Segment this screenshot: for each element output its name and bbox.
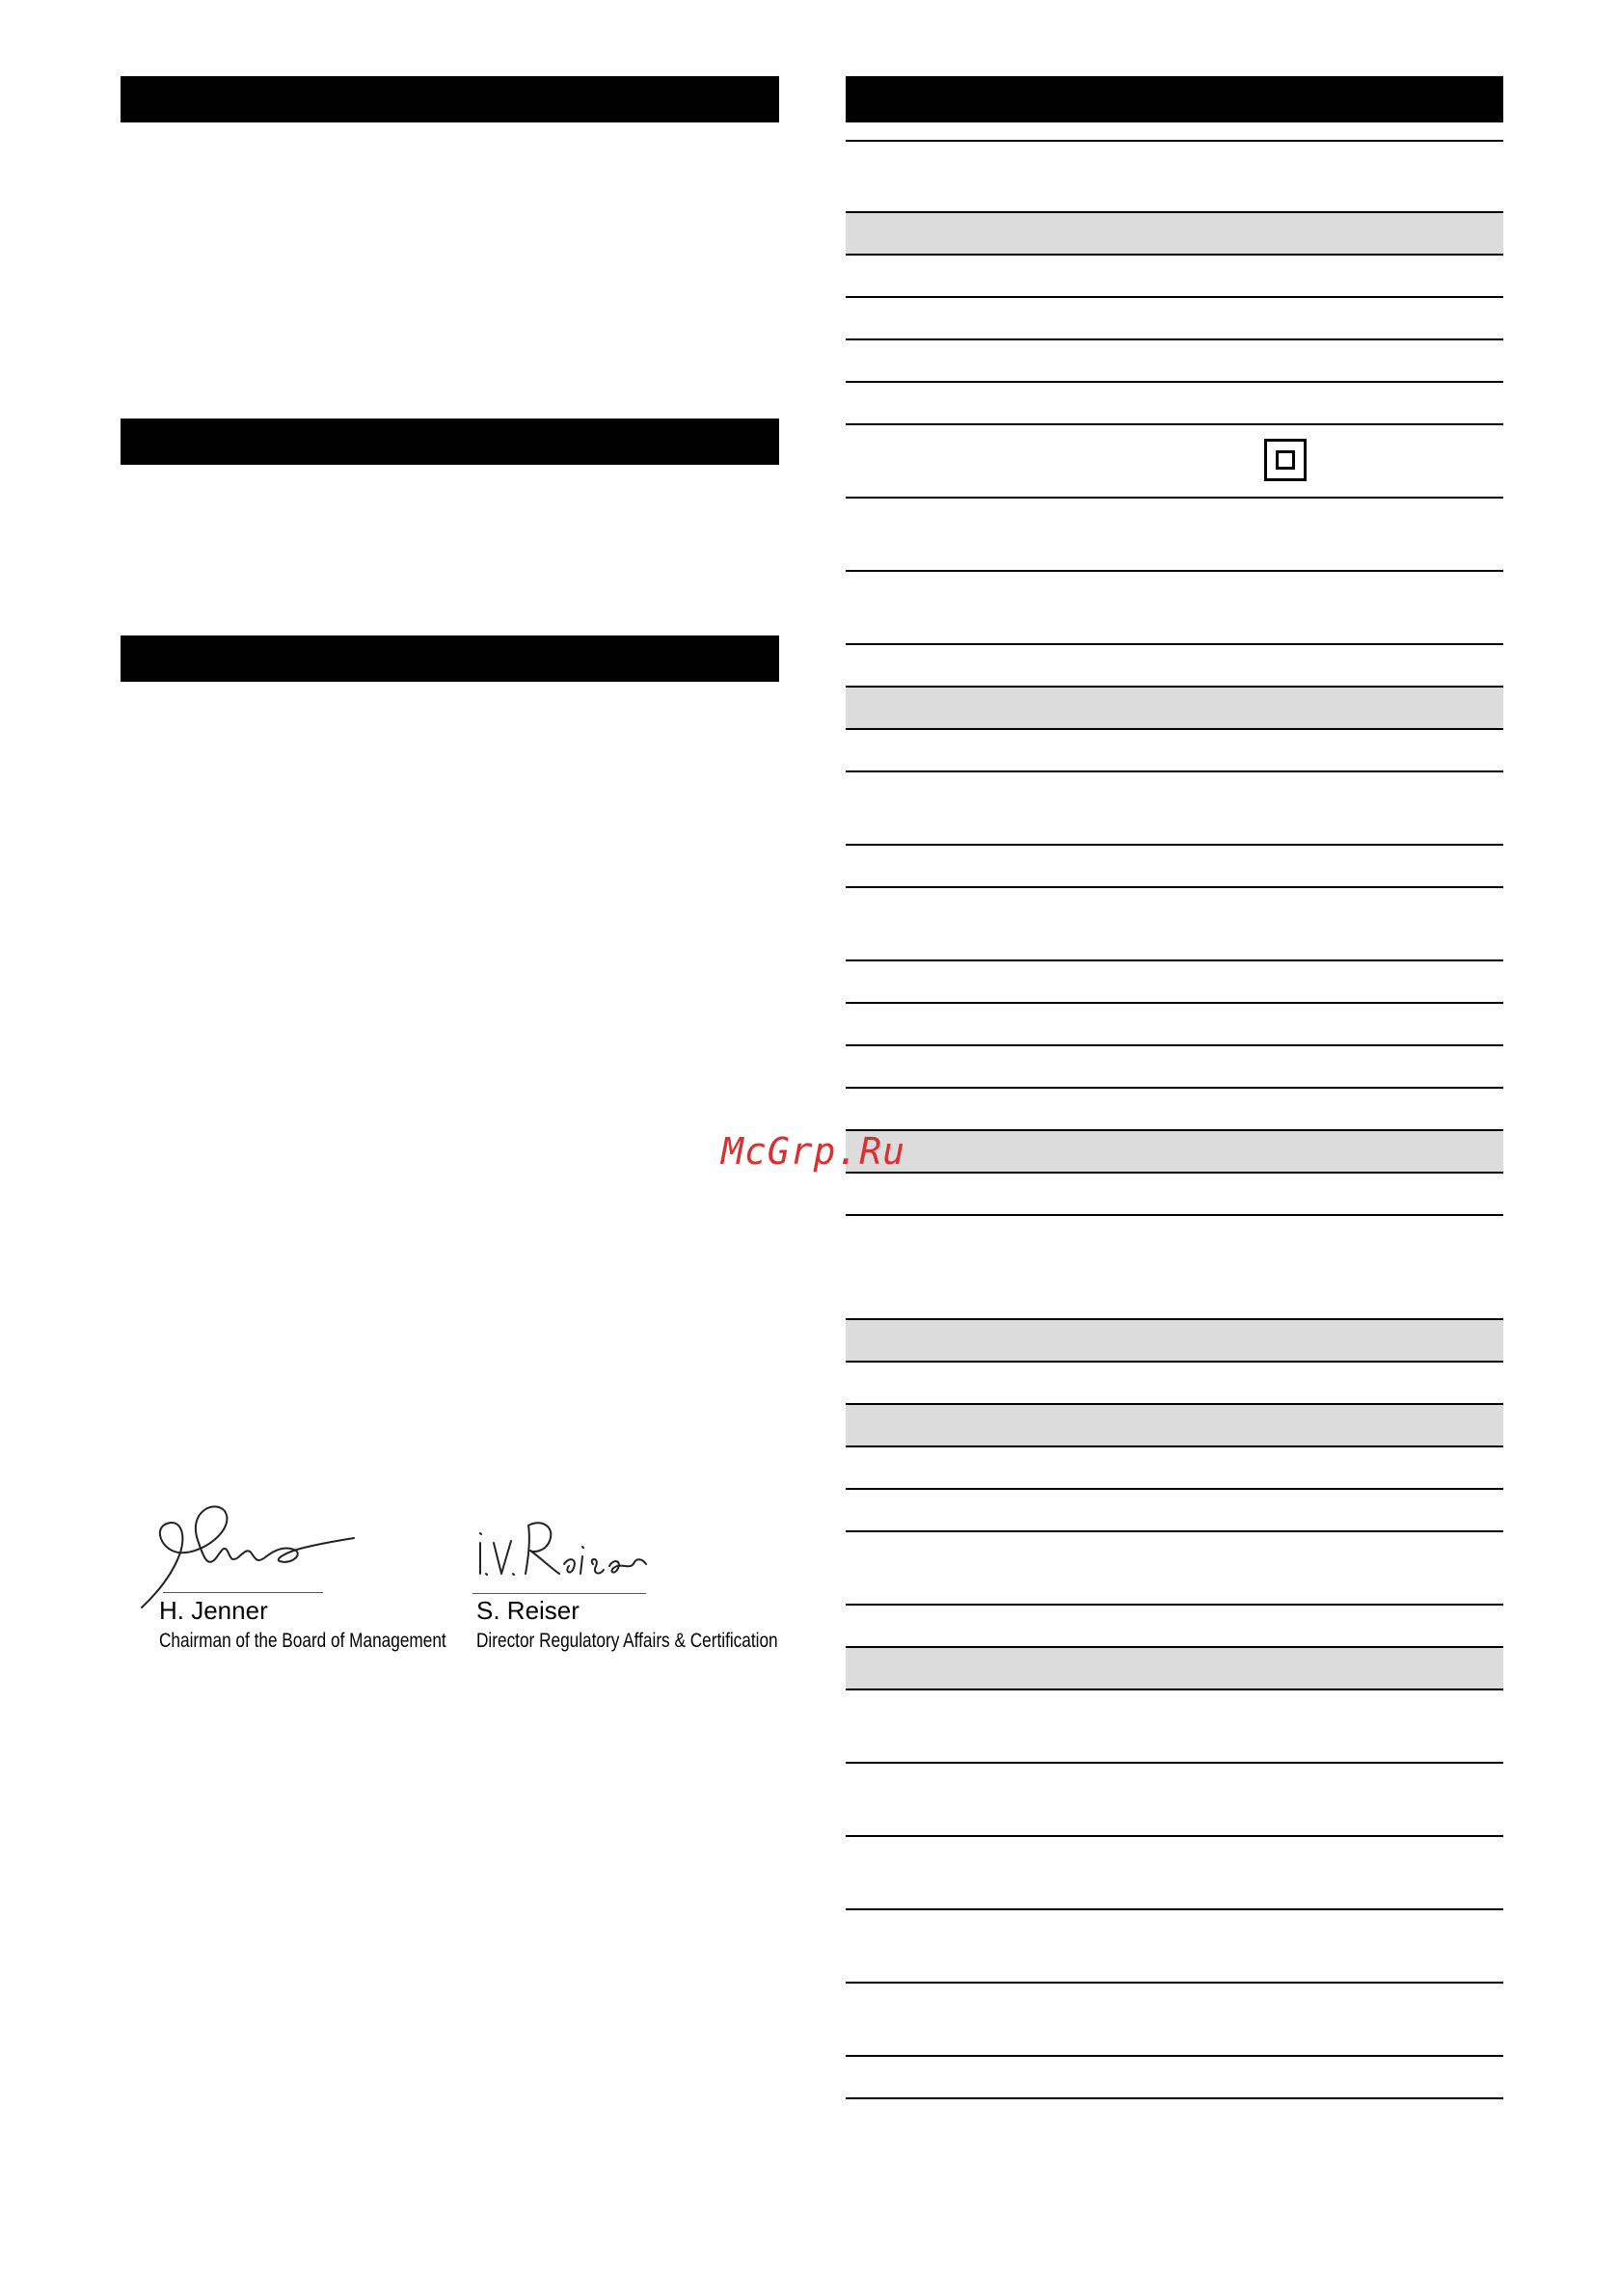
table-row [846, 140, 1503, 213]
signature-line [163, 1592, 323, 1593]
table-row [846, 1532, 1503, 1606]
table-row [846, 1174, 1503, 1216]
table-row [846, 1910, 1503, 1984]
table-row [846, 298, 1503, 340]
signatory-title: Director Regulatory Affairs & Certification [476, 1630, 778, 1652]
watermark-text: McGrp.Ru [721, 1130, 906, 1173]
table-row [846, 1004, 1503, 1046]
table-row [846, 1447, 1503, 1490]
table-row [846, 1648, 1503, 1690]
table-row [846, 340, 1503, 383]
table-row [846, 730, 1503, 772]
table-row [846, 688, 1503, 730]
section-header-bar-1 [121, 76, 779, 122]
table-row [846, 888, 1503, 961]
table-row [846, 1490, 1503, 1532]
handwritten-signature-reiser-icon [472, 1514, 665, 1601]
table-row [846, 499, 1503, 572]
table-row [846, 1131, 1503, 1174]
table-row [846, 1046, 1503, 1089]
table-row [846, 256, 1503, 298]
table-row [846, 772, 1503, 846]
table-row [846, 383, 1503, 425]
table-row [846, 1089, 1503, 1131]
signatory-title: Chairman of the Board of Management [159, 1630, 446, 1652]
table-row [846, 1216, 1503, 1320]
signature-block-reiser [472, 1514, 800, 1678]
table-row [846, 1837, 1503, 1910]
table-row [846, 2057, 1503, 2099]
technical-data-header-bar [846, 76, 1503, 122]
table-row [846, 1690, 1503, 1764]
protection-class-ii-inner-square [1276, 450, 1295, 470]
table-row [846, 645, 1503, 688]
table-row [846, 1405, 1503, 1447]
table-row [846, 1363, 1503, 1405]
table-row [846, 213, 1503, 256]
signatory-name: H. Jenner [159, 1596, 268, 1625]
table-row [846, 1320, 1503, 1363]
signatory-name: S. Reiser [476, 1596, 580, 1625]
section-header-bar-2 [121, 419, 779, 465]
table-row [846, 846, 1503, 888]
table-row [846, 1606, 1503, 1648]
signature-line [472, 1593, 646, 1594]
table-row [846, 1764, 1503, 1837]
table-row [846, 961, 1503, 1004]
table-row [846, 572, 1503, 645]
section-header-bar-3 [121, 635, 779, 682]
table-row [846, 1984, 1503, 2057]
signature-block-jenner [121, 1499, 448, 1673]
protection-class-ii-icon [1264, 439, 1307, 481]
table-row [846, 425, 1503, 499]
technical-data-table [846, 140, 1503, 2099]
